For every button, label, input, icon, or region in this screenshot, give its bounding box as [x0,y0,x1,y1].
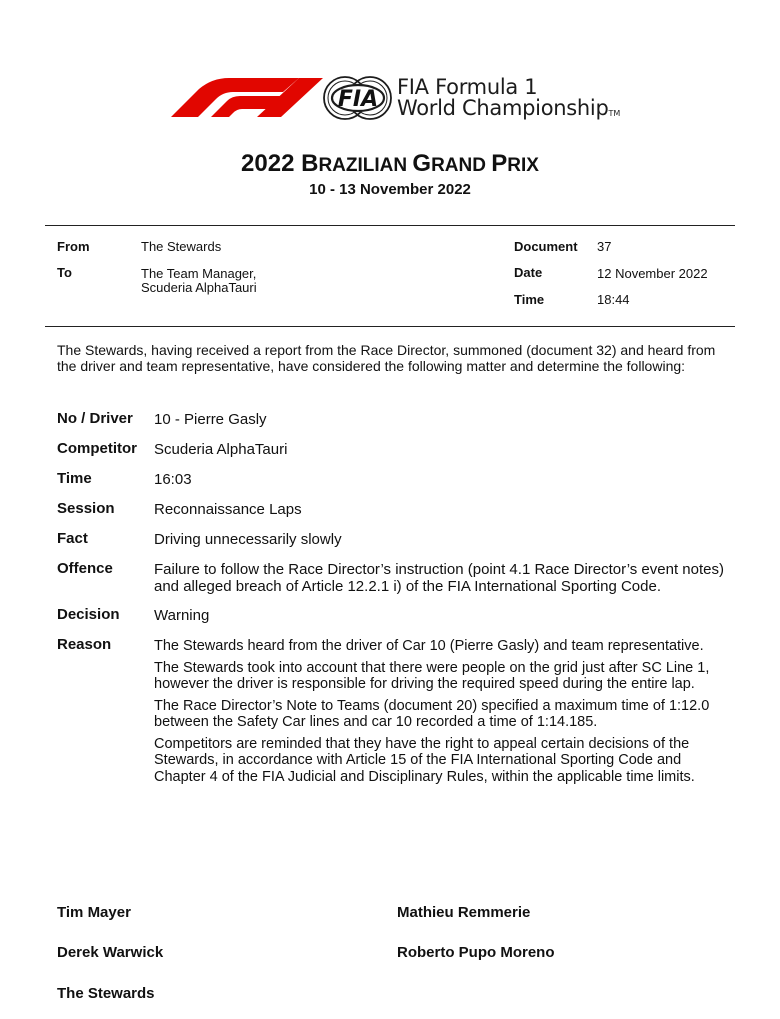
steward-name: Roberto Pupo Moreno [397,944,555,961]
document-value: 37 [597,239,612,254]
session-label: Session [57,500,115,517]
brand-line-2-text: World Championship [397,96,609,120]
brand-line-2 [397,96,620,120]
time-field-label: Time [57,470,92,487]
reason-paragraph: The Stewards took into account that there were people on the grid just after SC Line 1, however the driver is responsible for driving the required speed during the entire lap. [154,659,710,692]
offence-label: Offence [57,560,113,577]
divider-bottom [45,326,735,327]
reason-paragraph: The Race Director’s Note to Teams (document 20) specified a maximum time of 1:12.0 between the Safety Car lines and car 10 recorded a time of 1:14.185. [154,697,710,730]
date-value: 12 November 2022 [597,266,708,281]
divider-top [45,225,735,226]
competitor-value: Scuderia AlphaTauri [154,441,288,458]
event-dates: 10 - 13 November 2022 [309,181,471,198]
from-label: From [57,239,90,254]
title-p: P [491,150,508,177]
time-value: 18:44 [597,292,630,307]
title-razilian: RAZILIAN [318,155,413,176]
offence-value: Failure to follow the Race Director’s instruction (point 4.1 Race Director’s event notes) and alleged breach of Article 12.2.1 i) of the FIA International Sporting Code. [154,561,724,595]
intro-paragraph: The Stewards, having received a report from the Race Director, summoned (document 32) and heard from the driver and team representative, have considered the following matter and determine the following: [57,342,716,374]
to-value [141,267,257,295]
brand-line-1: FIA Formula 1 [397,75,538,99]
fact-label: Fact [57,530,88,547]
date-label: Date [514,265,543,280]
title-year: 2022 [241,150,302,177]
title-rand: RAND [431,155,492,176]
title-b: B [301,150,319,177]
competitor-label: Competitor [57,440,137,457]
driver-value: 10 - Pierre Gasly [154,411,267,428]
steward-name: Derek Warwick [57,944,164,961]
event-title [0,150,780,178]
fact-value: Driving unnecessarily slowly [154,531,342,548]
decision-value: Warning [154,607,210,624]
to-label: To [57,265,72,280]
svg-text:FIA: FIA [337,87,379,112]
reason-text [154,638,729,790]
reason-paragraph: The Stewards heard from the driver of Car 10 (Pierre Gasly) and team representative. [154,638,704,654]
reason-paragraph: Competitors are reminded that they have the right to appeal certain decisions of the Stewards, in accordance with Article 15 of the FIA International Sporting Code and Chapter 4 of the FIA Judicial and Disciplinary Rules, within the applicable time limits. [154,735,695,785]
f1-logo-icon [163,76,323,118]
time-field-value: 16:03 [154,471,192,488]
to-value-line2: Scuderia AlphaTauri [141,280,257,295]
session-value: Reconnaissance Laps [154,501,302,518]
trademark-mark: TM [608,109,621,118]
signature-footer: The Stewards [57,985,155,1002]
decision-label: Decision [57,606,120,623]
title-rix: RIX [507,155,539,176]
steward-name: Mathieu Remmerie [397,904,531,921]
document-label: Document [514,239,578,254]
to-value-line1: The Team Manager, [141,266,257,281]
driver-label: No / Driver [57,410,133,427]
fia-emblem-icon [323,73,393,123]
from-value: The Stewards [141,239,222,254]
title-g: G [412,150,432,177]
steward-name: Tim Mayer [57,904,131,921]
time-label: Time [514,292,545,307]
reason-label: Reason [57,636,112,653]
